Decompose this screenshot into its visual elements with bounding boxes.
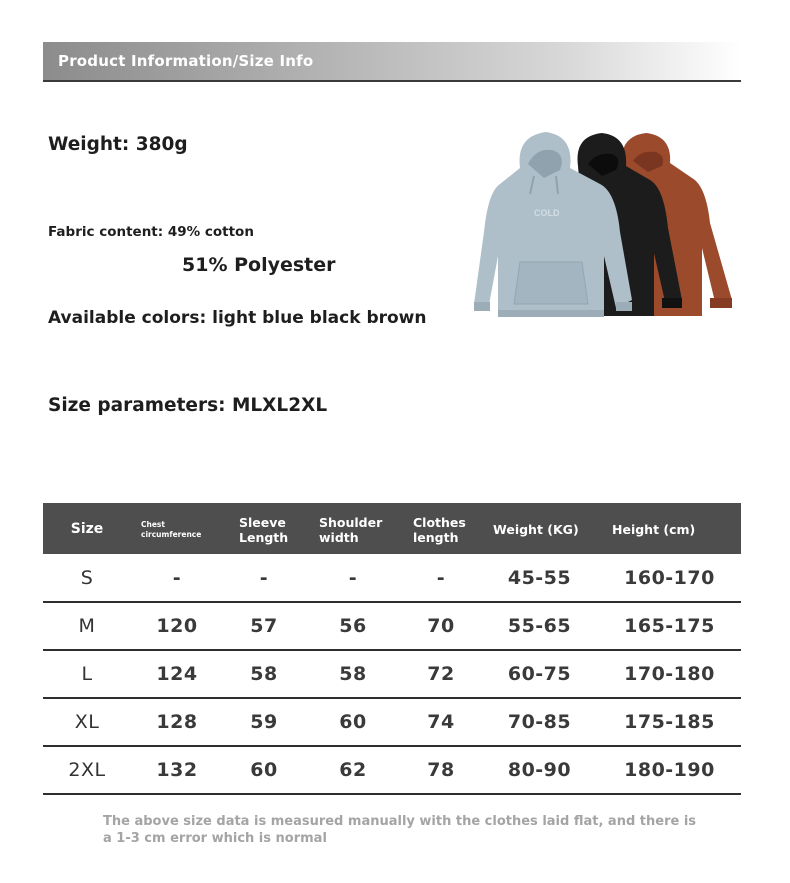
table-row — [43, 746, 741, 794]
table-row — [43, 650, 741, 698]
chest-cell: - — [172, 566, 182, 589]
sizes-spec: Size parameters: MLXL2XL — [48, 395, 328, 416]
shoulder-cell: 62 — [339, 759, 367, 781]
header-clothes-length: Clothes length — [413, 514, 466, 545]
chest-cell: 128 — [156, 711, 198, 733]
shoulder-cell: - — [348, 566, 358, 589]
polyester-spec: 51% Polyester — [182, 254, 336, 276]
chest-cell: 120 — [156, 615, 198, 637]
section-header — [43, 42, 741, 82]
fabric-spec: Fabric content: 49% cotton — [48, 224, 254, 240]
weight-cell: 55-65 — [507, 615, 572, 637]
weight-cell: 80-90 — [507, 759, 572, 781]
size-cell: S — [80, 566, 94, 589]
sleeve-cell: 58 — [250, 663, 278, 685]
weight-cell: 70-85 — [507, 711, 572, 733]
table-header-row — [43, 503, 741, 554]
header-sleeve: Sleeve Length — [239, 514, 289, 545]
section-title: Product Information/Size Info — [58, 52, 314, 70]
length-cell: 78 — [427, 759, 455, 781]
chest-cell: 132 — [156, 759, 198, 781]
hoodie-product-image — [470, 128, 740, 323]
height-cell: 175-185 — [624, 711, 715, 733]
height-cell: 170-180 — [624, 663, 715, 685]
chest-cell: 124 — [156, 663, 198, 685]
table-row — [43, 554, 741, 602]
hoodie-print: COLD — [534, 208, 560, 218]
measurement-note: The above size data is measured manually with the clothes laid flat, and there is a 1-3 cm error which is normal — [103, 814, 697, 846]
shoulder-cell: 56 — [339, 615, 367, 637]
shoulder-cell: 60 — [339, 711, 367, 733]
header-chest: Chest circumference — [141, 519, 202, 539]
sleeve-cell: 60 — [250, 759, 278, 781]
header-shoulder: Shoulder width — [319, 514, 383, 545]
table-row — [43, 698, 741, 746]
weight-cell: 60-75 — [507, 663, 572, 685]
header-size: Size — [70, 521, 104, 537]
sleeve-cell: 57 — [250, 615, 278, 637]
length-cell: - — [436, 566, 446, 589]
weight-cell: 45-55 — [507, 566, 572, 589]
weight-spec: Weight: 380g — [48, 134, 188, 155]
header-height: Height (cm) — [612, 522, 696, 537]
height-cell: 165-175 — [624, 615, 715, 637]
height-cell: 160-170 — [624, 566, 715, 589]
sleeve-cell: 59 — [250, 711, 278, 733]
size-cell: 2XL — [68, 759, 106, 781]
length-cell: 70 — [427, 615, 455, 637]
header-weight: Weight (KG) — [493, 522, 579, 537]
length-cell: 72 — [427, 663, 455, 685]
size-cell: L — [81, 663, 93, 685]
size-cell: M — [78, 615, 96, 637]
size-table — [43, 503, 741, 795]
shoulder-cell: 58 — [339, 663, 367, 685]
height-cell: 180-190 — [624, 759, 715, 781]
size-cell: XL — [74, 711, 100, 733]
length-cell: 74 — [427, 711, 455, 733]
colors-spec: Available colors: light blue black brown — [48, 308, 427, 328]
sleeve-cell: - — [259, 566, 269, 589]
table-row — [43, 602, 741, 650]
